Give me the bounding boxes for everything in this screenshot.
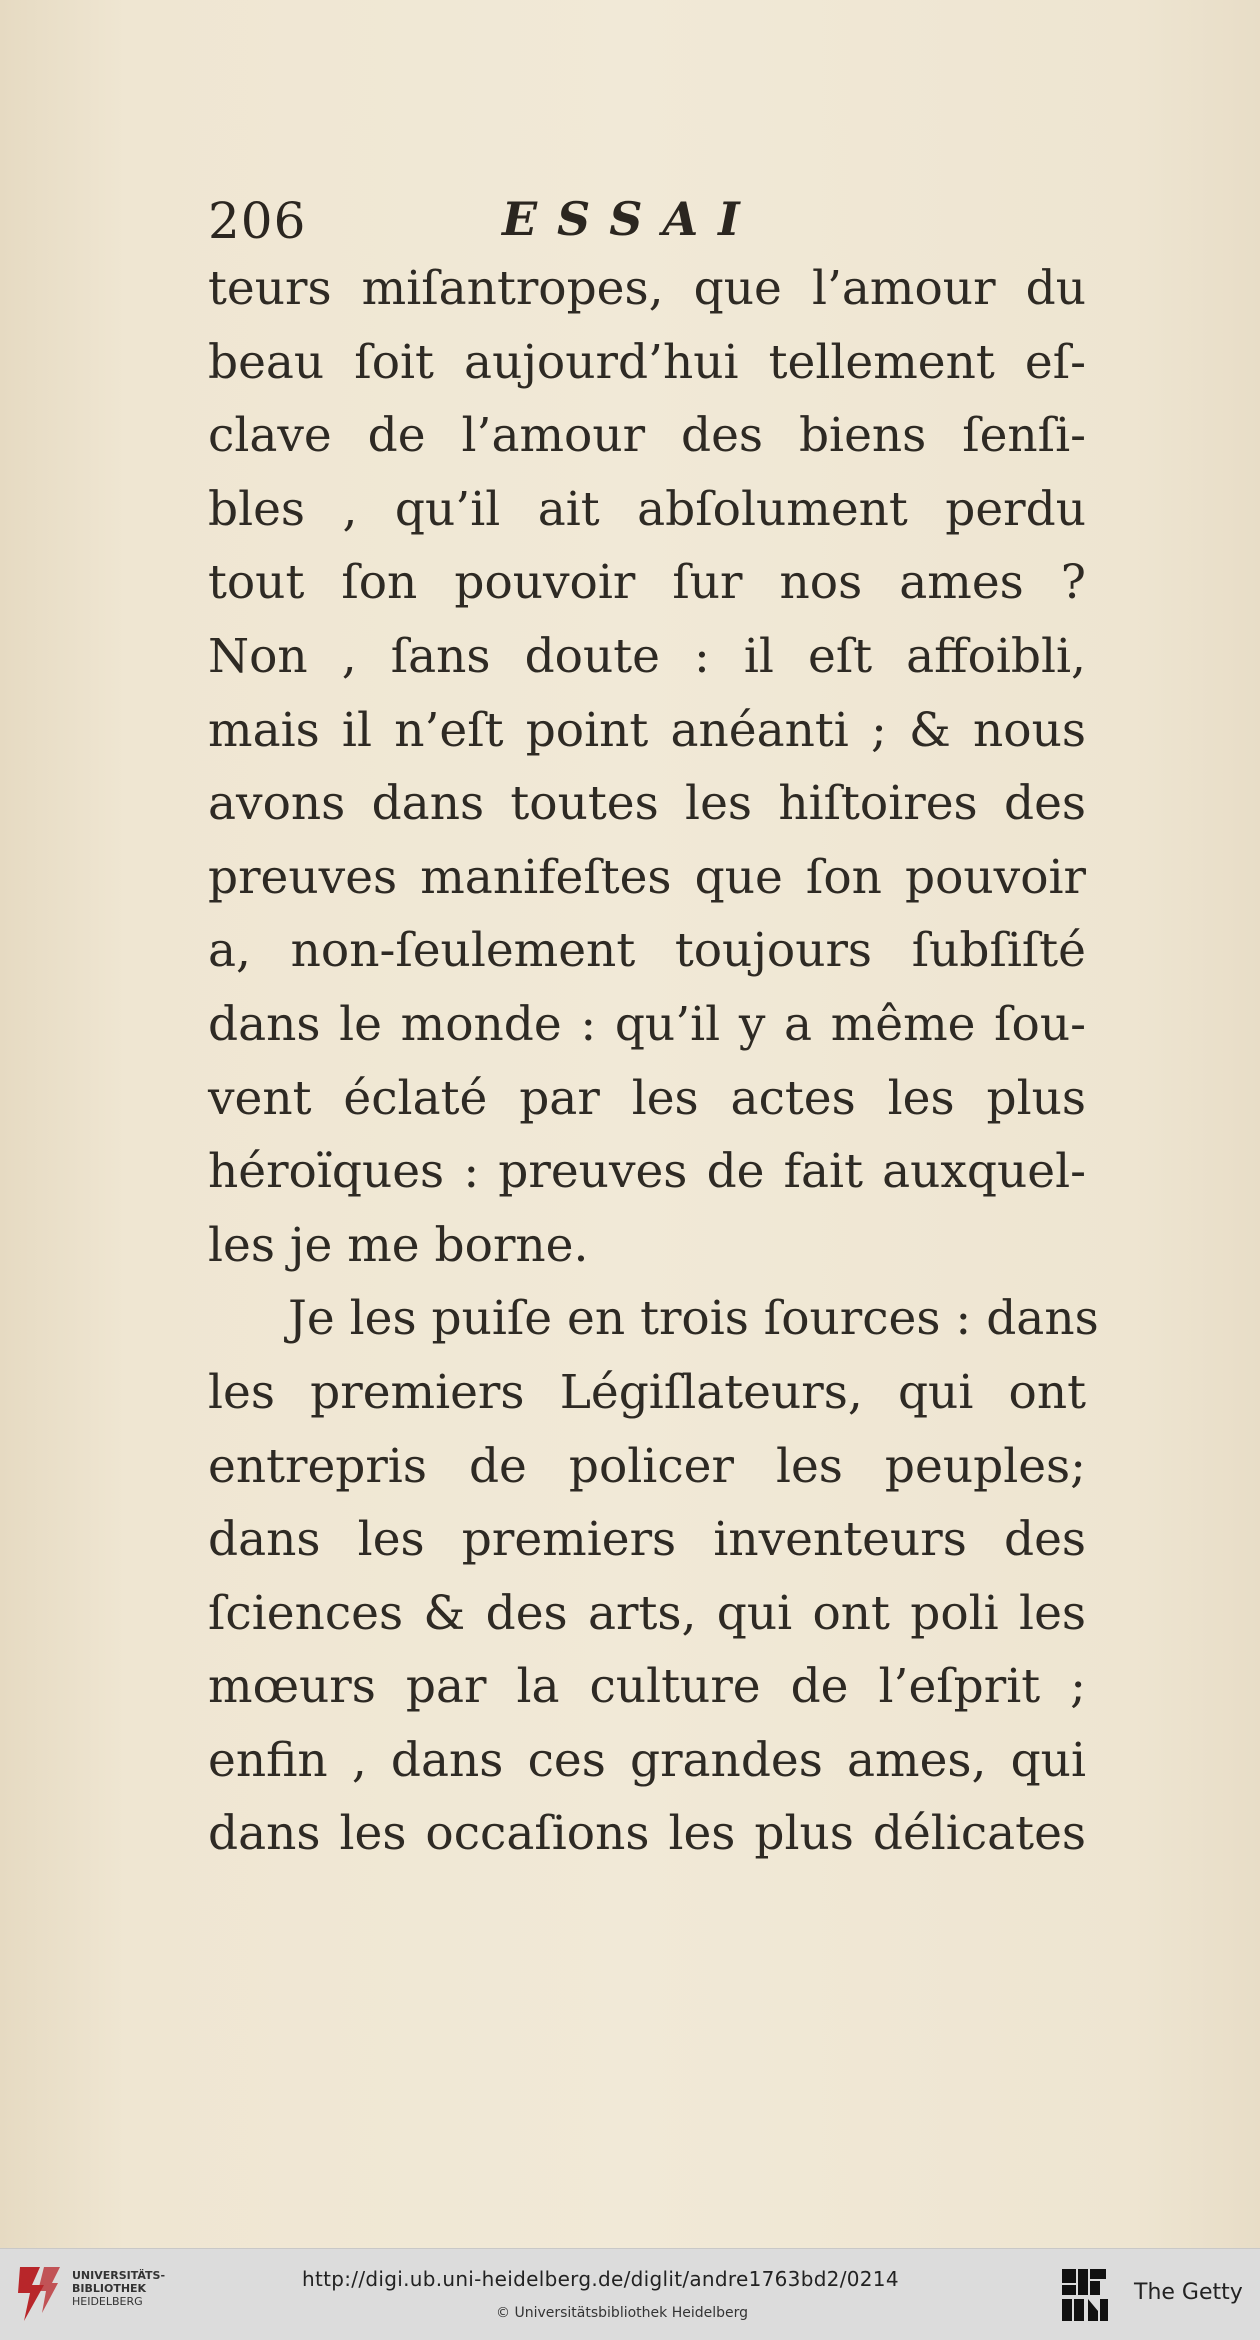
copyright-notice: © Universitätsbibliothek Heidelberg [496,2305,749,2321]
text-line: a, non-ſeulement toujours ſubſiſté [208,923,1086,979]
text-line: dans les premiers inventeurs des [208,1512,1086,1568]
text-line: tout ſon pouvoir ſur nos ames ? [208,555,1086,611]
page-number: 206 [208,192,307,250]
text-line: les premiers Légiſlateurs, qui ont [208,1364,1086,1420]
text-line: Non , ſans doute : il eſt affoibli, [208,628,1086,684]
permalink-url[interactable]: http://digi.ub.uni-heidelberg.de/diglit/andre1763bd2/0214 [302,2267,899,2291]
text-line: mœurs par la culture de l’eſprit ; [208,1659,1086,1715]
partner-name: The Getty [1134,2280,1243,2305]
library-name: UNIVERSITÄTS- BIBLIOTHEK HEIDELBERG [72,2269,166,2308]
text-line: beau ſoit aujourd’hui tellement eſ- [208,334,1086,390]
text-line: clave de l’amour des biens ſenſi- [208,408,1086,464]
getty-logo-icon[interactable] [1060,2267,1110,2323]
text-line: bles , qu’il ait abſolument perdu [208,481,1086,537]
text-line: mais il n’eſt point anéanti ; & nous [208,702,1086,758]
text-line: preuves manifeſtes que ſon pouvoir [208,849,1086,905]
text-line: ſciences & des arts, qui ont poli les [208,1585,1086,1641]
text-line: enfin , dans ces grandes ames, qui [208,1732,1086,1788]
text-line: dans le monde : qu’il y a même ſou- [208,996,1086,1052]
text-line: entrepris de policer les peuples; [208,1438,1086,1494]
text-line: dans les occaſions les plus délicates [208,1806,1086,1862]
text-line: avons dans toutes les hiſtoires des [208,776,1086,832]
text-line: vent éclaté par les actes les plus [208,1070,1086,1126]
text-line: les je me borne. [208,1217,589,1273]
paragraph-first-line: Je les puiſe en trois ſources : dans [288,1291,1099,1347]
body-text [208,252,1099,1871]
university-library-logo-icon[interactable] [14,2263,64,2325]
text-line: héroïques : preuves de fait auxquel- [208,1144,1086,1200]
running-head: ESSAI [502,192,760,246]
text-line: teurs miſantropes, que l’amour du [208,261,1086,316]
viewer-footer [0,2248,1260,2340]
